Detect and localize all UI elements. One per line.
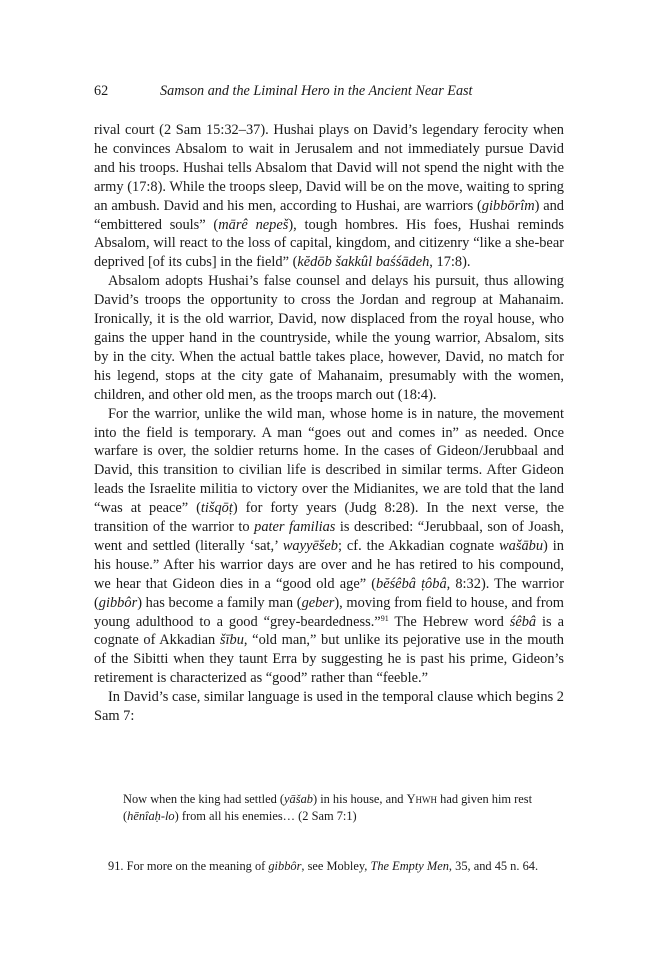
italic-term: mārê nepeš bbox=[218, 216, 289, 233]
italic-term: gibbôr bbox=[268, 859, 302, 873]
text-run: rival court (2 Sam 15:32–37). Hushai plays on David’s legendary ferocity when he convinces Absalom to wait in Jerusalem and not immediately pursue David and his troops. Hushai tells Absalom that David will not spend the night with the army (17:8). While the troops sleep, David will be on the move, waiting to spring an ambush. David and his men, according to Hushai, are warriors ( bbox=[94, 122, 564, 214]
text-run: , “old man,” but unlike its pejorative use in the mouth of the Sibitti when they taunt Erra by suggesting he is past his prime, Gideon’s retirement is characterized as “good” rather than “feeble.” bbox=[94, 632, 564, 687]
footnote-marker: 91 bbox=[380, 613, 389, 623]
text-run: , 35, and 45 n. 64. bbox=[448, 859, 539, 873]
text-run: ), tough hombres. His foes, Hushai reminds Absalom, will react to the loss of capital, kingdom, and citizenry “like a she-bear deprived [of its cubs] in the field” ( bbox=[94, 216, 564, 271]
text-run: For the warrior, unlike the wild man, whose home is in nature, the movement into the field is temporary. A man “goes out and comes in” as needed. Once warfare is over, the soldier returns home. In the cases of Gideon/Jerubbaal and David, this transition to civilian life is described in similar terms. After Gideon leads the Israelite militia to victory over the Midianites, we are told that the land “was at peace” ( bbox=[94, 405, 564, 517]
body-text bbox=[94, 121, 564, 726]
text-run: is a cognate of Akkadian bbox=[94, 613, 564, 649]
running-head bbox=[94, 82, 564, 100]
text-run: , 17:8). bbox=[429, 254, 471, 271]
text-run: ) in his house.” After his warrior days are over and he has retired to his compound, we hear that Gideon dies in a “good old age” ( bbox=[94, 537, 565, 592]
text-run: In David’s case, similar language is used in the temporal clause which begins 2 Sam 7: bbox=[94, 689, 564, 725]
italic-term: gibbōrîm bbox=[481, 197, 535, 214]
paragraph bbox=[94, 405, 564, 689]
text-run: , 8:32). The warrior ( bbox=[94, 575, 565, 611]
text-run: The Hebrew word bbox=[388, 613, 510, 630]
text-run: ) and “embittered souls” ( bbox=[94, 197, 564, 233]
text-run: ) has become a family man ( bbox=[137, 594, 302, 611]
italic-term: The Empty Men bbox=[370, 859, 449, 873]
italic-term: wašābu bbox=[499, 537, 544, 554]
small-caps-term: Yhwh bbox=[406, 792, 438, 806]
text-run: ), moving from field to house, and from young adulthood to a good “grey-beardedness.” bbox=[94, 594, 564, 630]
footnote-text bbox=[94, 858, 564, 875]
page-number: 62 bbox=[94, 83, 109, 99]
text-run: Now when the king had settled ( bbox=[123, 792, 285, 806]
italic-term: kĕdōb šakkûl baśśādeh bbox=[297, 254, 430, 271]
text-run: , see Mobley, bbox=[301, 859, 371, 873]
text-run: ) for forty years (Judg 8:28). In the next verse, the transition of the warrior to bbox=[94, 500, 564, 536]
block-quote-text bbox=[123, 791, 543, 825]
italic-term: wayyēšeb bbox=[282, 537, 338, 554]
paragraph bbox=[94, 121, 564, 272]
italic-term: gibbôr bbox=[98, 594, 138, 611]
paragraph bbox=[94, 272, 564, 404]
italic-term: tišqōṭ bbox=[200, 500, 233, 517]
paragraph bbox=[94, 688, 564, 726]
text-run: ; cf. the Akkadian cognate bbox=[337, 537, 500, 554]
italic-term: bĕśêbâ ṭôbâ bbox=[376, 575, 447, 592]
text-run: had given him rest ( bbox=[123, 792, 533, 823]
italic-term: pater familias bbox=[254, 519, 336, 536]
running-title: Samson and the Liminal Hero in the Ancient Near East bbox=[160, 83, 473, 99]
italic-term: śêbâ bbox=[509, 613, 537, 630]
block-quote bbox=[123, 791, 543, 825]
text-run: ) in his house, and bbox=[312, 792, 407, 806]
italic-term: yāšab bbox=[284, 792, 313, 806]
italic-term: šību bbox=[219, 632, 244, 649]
italic-term: hēnîaḥ-lo bbox=[127, 809, 175, 823]
footnote bbox=[94, 858, 564, 875]
italic-term: geber bbox=[301, 594, 335, 611]
text-run: Absalom adopts Hushai’s false counsel and delays his pursuit, thus allowing David’s troops the opportunity to cross the Jordan and regroup at Mahanaim. Ironically, it is the old warrior, David, now displaced from the royal house, who gains the upper hand in the countryside, while the young warrior, Absalom, sits by in the city. When the actual battle takes place, however, David, no match for his legend, stops at the city gate of Mahanaim, presumably with the women, children, and other old men, as the troops march out (18:4). bbox=[94, 273, 564, 403]
text-run: 91. For more on the meaning of bbox=[108, 859, 269, 873]
text-run: is described: “Jerubbaal, son of Joash, went and settled (literally ‘sat,’ bbox=[94, 519, 564, 554]
text-run: ) from all his enemies… (2 Sam 7:1) bbox=[174, 809, 357, 823]
